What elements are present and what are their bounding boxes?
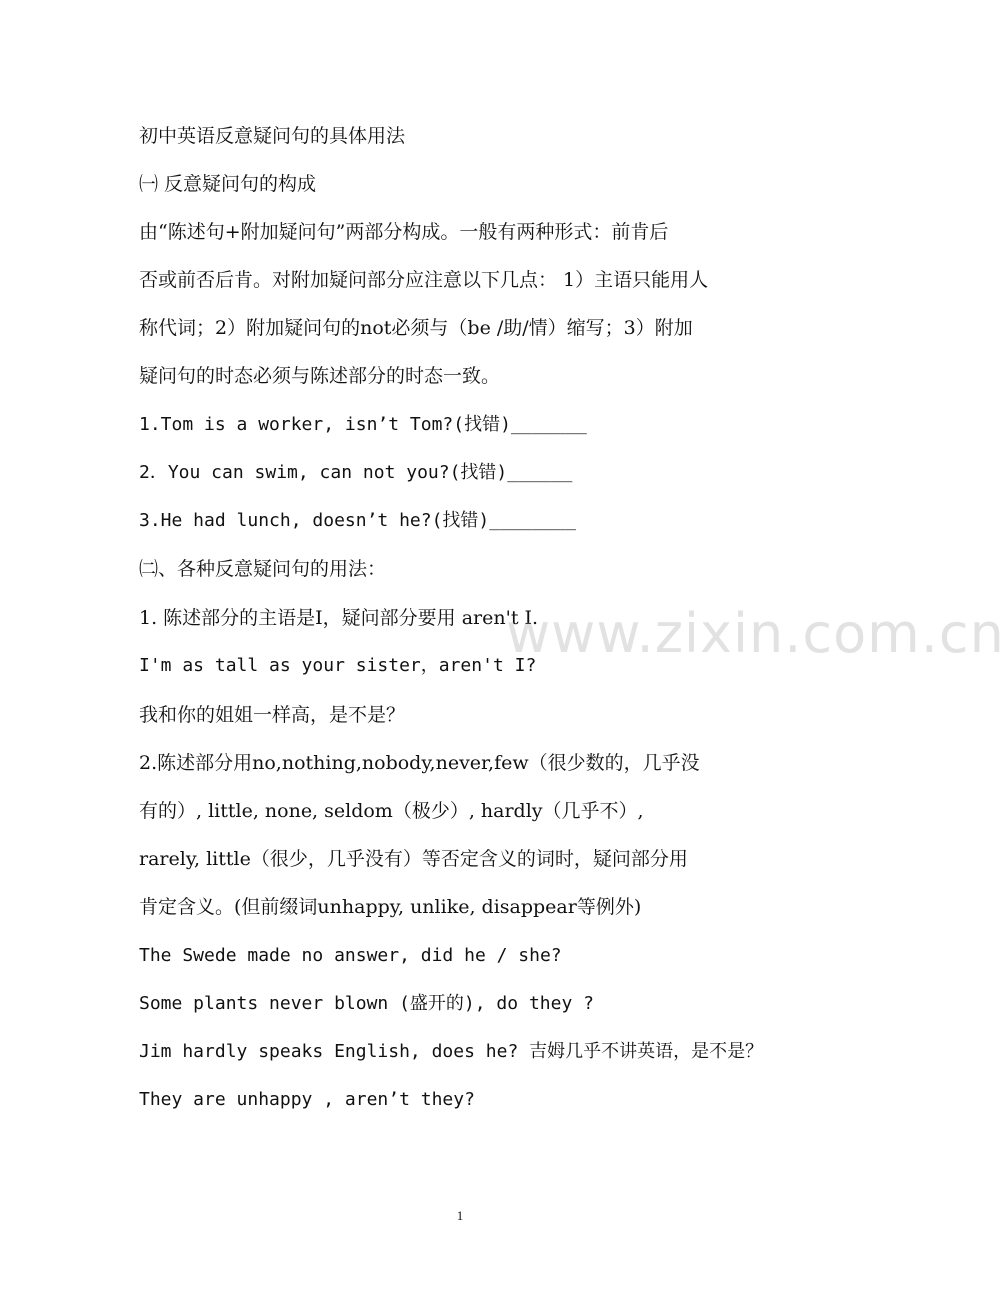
rule-2-line-4: 肯定含义。(但前缀词unhappy, unlike, disappear等例外) <box>139 896 642 918</box>
rule-2-line-2: 有的）, little, none, seldom（极少）, hardly（几乎不）, <box>139 800 644 822</box>
watermark: www.zixin.com.cn <box>506 602 1005 665</box>
exercise-1: 1.Tom is a worker, isn’t Tom?(找错)_______ <box>139 414 587 435</box>
rule-2-line-3: rarely, little（很少，几乎没有）等否定含义的词时，疑问部分用 <box>139 848 688 870</box>
rule-1: 1. 陈述部分的主语是I，疑问部分要用 aren't I. <box>139 607 539 629</box>
paragraph-1-line-2: 否或前否后肯。对附加疑问部分应注意以下几点： 1）主语只能用人 <box>139 269 709 291</box>
rule-1-translation: 我和你的姐姐一样高，是不是？ <box>139 704 406 726</box>
page-number: 1 <box>456 1208 464 1223</box>
rule-1-example: I'm as tall as your sister，aren't I? <box>139 655 537 676</box>
paragraph-1-line-1: 由“陈述句+附加疑问句”两部分构成。一般有两种形式：前肯后 <box>139 221 669 243</box>
rule-2-example-1: The Swede made no answer, did he / she? <box>139 945 562 966</box>
rule-2-example-3: Jim hardly speaks English, does he? 吉姆几乎不讲英语，是不是？ <box>139 1041 764 1062</box>
section-1-heading: ㈠ 反意疑问句的构成 <box>139 173 317 195</box>
section-2-heading: ㈡、各种反意疑问句的用法： <box>139 558 387 580</box>
rule-2-example-4: They are unhappy , aren’t they? <box>139 1089 475 1110</box>
paragraph-1-line-3: 称代词；2）附加疑问句的not必须与（be /助/情）缩写；3）附加 <box>139 317 693 339</box>
document-title: 初中英语反意疑问句的具体用法 <box>139 125 406 147</box>
exercise-2: 2．You can swim, can not you?(找错)______ <box>139 462 573 483</box>
rule-2-line-1: 2.陈述部分用no,nothing,nobody,never,few（很少数的，几乎没 <box>139 752 700 774</box>
rule-2-example-2: Some plants never blown (盛开的), do they ? <box>139 993 594 1014</box>
paragraph-1-line-4: 疑问句的时态必须与陈述部分的时态一致。 <box>139 365 501 387</box>
exercise-3: 3.He had lunch, doesn’t he?(找错)________ <box>139 510 576 531</box>
